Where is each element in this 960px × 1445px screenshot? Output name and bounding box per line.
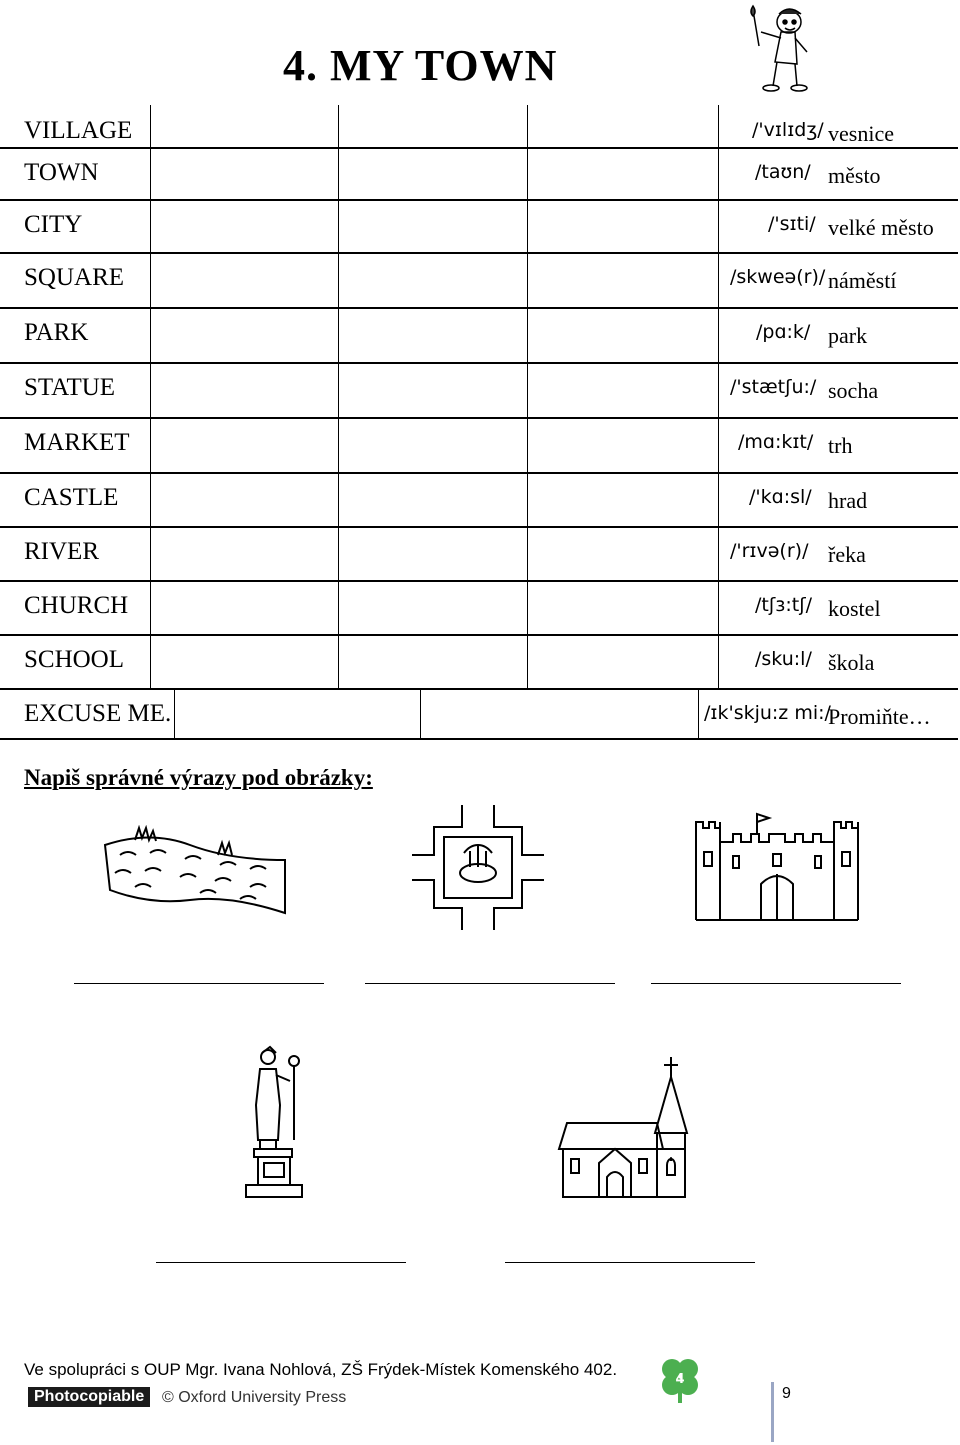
footer-credit: Ve spolupráci s OUP Mgr. Ivana Nohlová, ZŠ Frýdek-Místek Komenského 402. [24,1360,618,1379]
vocab-pronunciation: /ɪk'skju:z mi:/ [704,702,831,724]
vocab-pronunciation: /mɑ:kɪt/ [738,431,814,453]
vocab-writing-cell[interactable] [152,419,717,470]
vocab-writing-cell[interactable] [152,528,717,578]
answer-line-square[interactable] [365,983,615,984]
vocab-pronunciation: /pɑ:k/ [756,321,811,343]
vocab-pronunciation: /tʃɜ:tʃ/ [755,594,812,616]
vocab-writing-cell[interactable] [152,582,717,632]
page-number-bar [771,1382,774,1442]
vocab-word: PARK [24,319,89,346]
vocab-pronunciation: /'kɑ:sl/ [749,486,812,508]
vocab-word: STATUE [24,374,116,401]
vocab-word: CITY [24,211,83,238]
vocab-word: CHURCH [24,592,129,619]
vocab-writing-cell[interactable] [152,636,717,686]
vocab-word: TOWN [24,159,99,186]
answer-line-castle[interactable] [651,983,901,984]
vocab-translation: Promiňte… [828,704,931,729]
page-title: 4. MY TOWN [283,41,558,90]
vocab-word: RIVER [24,538,99,565]
vocab-translation: park [828,323,868,348]
school-clover-logo-icon [656,1355,704,1403]
vocab-writing-cell[interactable] [152,690,717,736]
vocab-translation: kostel [828,596,881,621]
copyright-notice: © Oxford University Press [162,1389,347,1406]
vocab-pronunciation: /'stætʃu:/ [730,376,817,398]
photocopiable-badge: Photocopiable [28,1387,150,1407]
answer-line-statue[interactable] [156,1262,406,1263]
vocab-pronunciation: /'vɪlɪdʒ/ [752,119,824,141]
vocab-pronunciation: /'sɪti/ [768,213,816,235]
vocab-word: SCHOOL [24,646,125,673]
vocab-pronunciation: /'rɪvə(r)/ [730,540,809,562]
vocab-writing-cell[interactable] [152,364,717,415]
vocab-translation: velké město [828,215,934,240]
table-row-divider [0,738,958,740]
vocab-translation: trh [828,433,853,458]
vocab-pronunciation: /sku:l/ [755,648,812,670]
vocab-pronunciation: /taʊn/ [755,161,811,183]
vocab-writing-cell[interactable] [152,309,717,360]
exercise-instruction: Napiš správné výrazy pod obrázky: [24,765,373,790]
table-column-divider [150,105,151,688]
vocab-word: EXCUSE ME. [24,700,172,727]
svg-text:4: 4 [675,1372,685,1387]
square-icon [412,805,544,930]
vocab-writing-cell[interactable] [152,107,717,145]
vocab-word: VILLAGE [24,117,133,144]
vocab-translation: hrad [828,488,868,513]
vocab-word: MARKET [24,429,130,456]
church-icon [555,1055,690,1200]
vocab-writing-cell[interactable] [152,474,717,524]
vocab-writing-cell[interactable] [152,254,717,305]
vocab-translation: město [828,163,881,188]
vocab-writing-cell[interactable] [152,149,717,197]
statue-icon [240,1045,305,1200]
vocab-word: CASTLE [24,484,119,511]
vocab-translation: škola [828,650,875,675]
vocab-pronunciation: /skweə(r)/ [730,266,826,288]
vocab-translation: náměstí [828,268,897,293]
vocab-translation: řeka [828,542,866,567]
vocab-word: SQUARE [24,264,125,291]
page-number: 9 [782,1385,791,1402]
painter-mascot-icon [745,2,815,94]
vocab-translation: vesnice [828,121,894,146]
castle-icon [693,812,861,922]
table-column-divider [718,105,719,688]
vocab-translation: socha [828,378,879,403]
answer-line-church[interactable] [505,1262,755,1263]
answer-line-river[interactable] [74,983,324,984]
river-icon [100,825,290,920]
vocab-writing-cell[interactable] [152,201,717,250]
